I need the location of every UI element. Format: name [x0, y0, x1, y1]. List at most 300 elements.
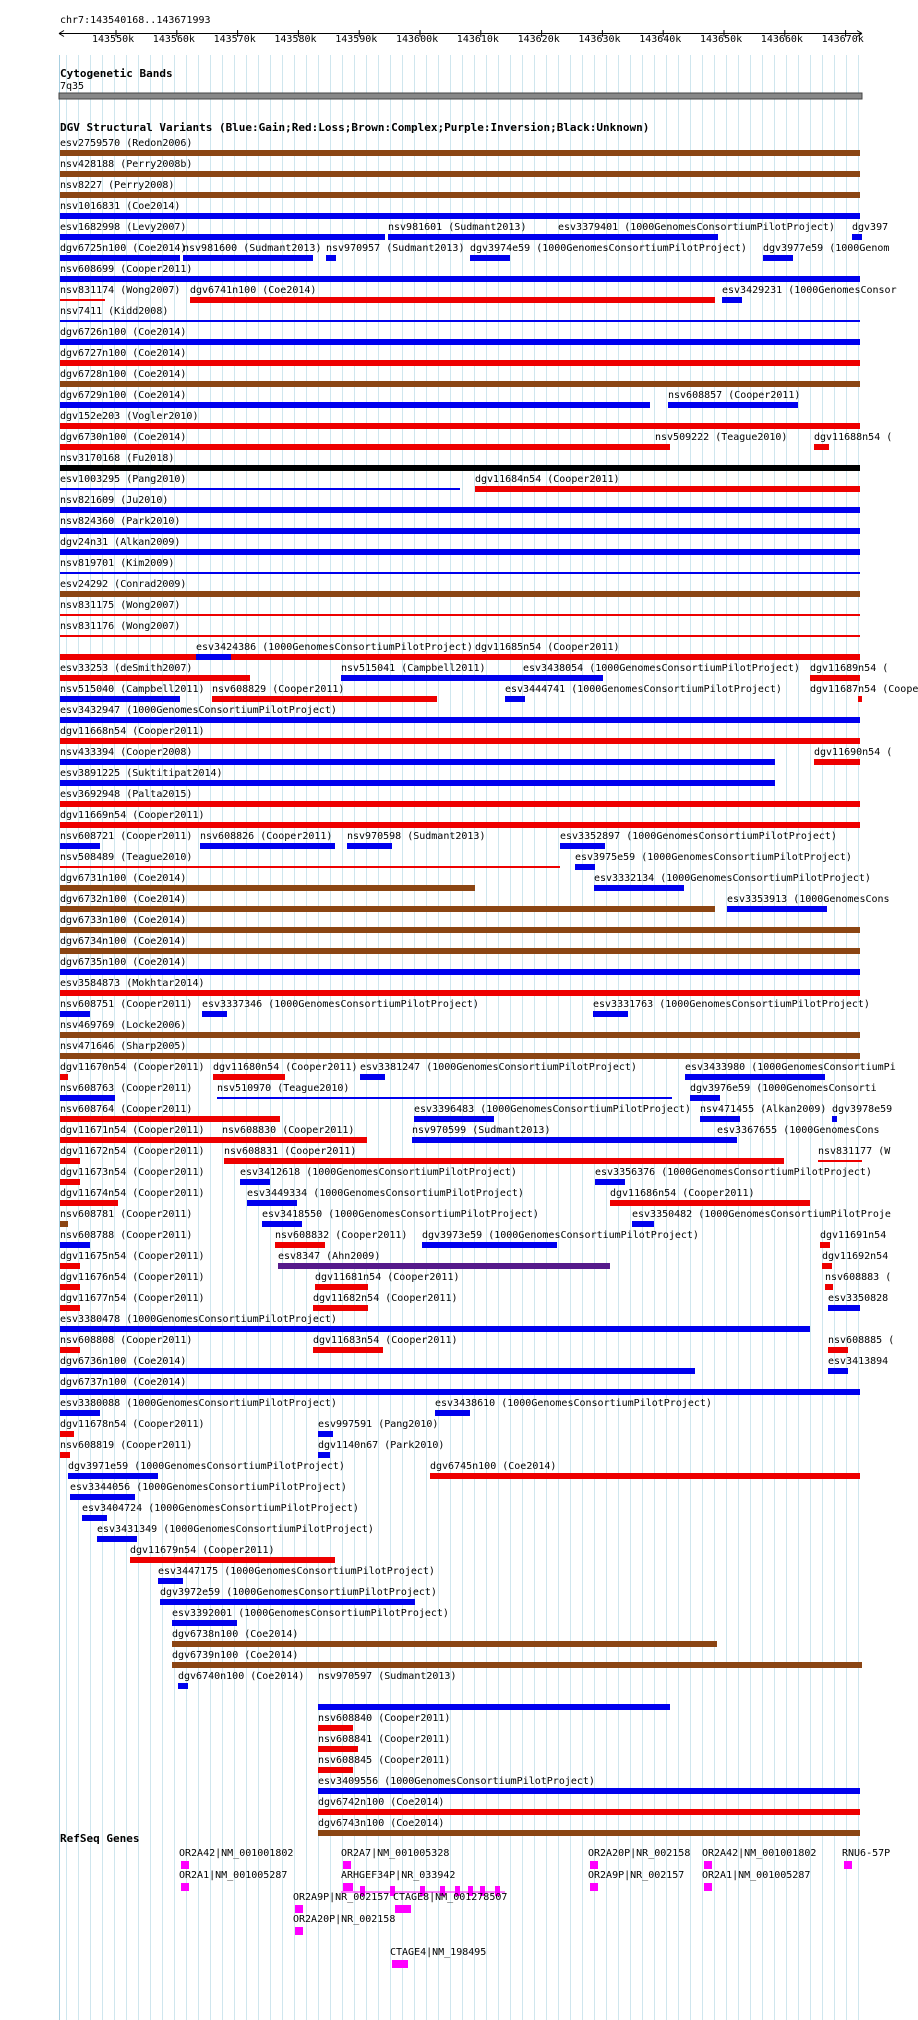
dgv-variant-bar: [60, 1284, 80, 1290]
dgv-variant-label[interactable]: esv3380478 (1000GenomesConsortiumPilotProject): [60, 1314, 337, 1325]
dgv-variant-bar: [822, 1263, 832, 1269]
refseq-gene-exon: [704, 1883, 712, 1891]
dgv-variant-label[interactable]: esv3344056 (1000GenomesConsortiumPilotProject): [70, 1482, 347, 1493]
dgv-variant-bar: [594, 885, 684, 891]
dgv-variant-label[interactable]: nsv831177 (W: [818, 1146, 891, 1157]
dgv-variant-label[interactable]: dgv6733n100 (Coe2014): [60, 915, 187, 926]
dgv-variant-label[interactable]: dgv6745n100 (Coe2014): [430, 1461, 557, 1472]
dgv-variant-bar: [60, 1263, 80, 1269]
dgv-variant-bar: [318, 1431, 333, 1437]
dgv-variant-bar: [60, 866, 560, 868]
dgv-variant-label[interactable]: dgv11672n54 (Cooper2011): [60, 1146, 205, 1157]
dgv-variant-label[interactable]: dgv6741n100 (Coe2014): [190, 285, 317, 296]
dgv-variant-label[interactable]: dgv11669n54 (Cooper2011): [60, 810, 205, 821]
dgv-variant-label[interactable]: dgv6743n100 (Coe2014): [318, 1818, 445, 1829]
dgv-variant-label[interactable]: nsv831174 (Wong2007): [60, 285, 181, 296]
dgv-variant-bar: [60, 717, 860, 723]
dgv-variant-bar: [313, 1347, 383, 1353]
refseq-gene-label[interactable]: CTAGE8|NM_001278507: [393, 1892, 508, 1903]
dgv-variant-bar: [560, 843, 605, 849]
dgv-variant-label[interactable]: nsv3170168 (Fu2018): [60, 453, 175, 464]
dgv-variant-bar: [82, 1515, 107, 1521]
ruler-tick-label: 143650k: [700, 34, 743, 45]
dgv-variant-label[interactable]: esv3392001 (1000GenomesConsortiumPilotProject): [172, 1608, 449, 1619]
dgv-variant-label[interactable]: dgv11675n54 (Cooper2011): [60, 1251, 205, 1262]
dgv-variant-label[interactable]: esv3356376 (1000GenomesConsortiumPilotProject): [595, 1167, 872, 1178]
dgv-variant-label[interactable]: dgv6732n100 (Coe2014): [60, 894, 187, 905]
dgv-variant-bar: [60, 381, 860, 387]
refseq-gene-exon: [590, 1861, 598, 1869]
dgv-variant-label[interactable]: dgv3974e59 (1000GenomesConsortiumPilotProject): [470, 243, 747, 254]
dgv-variant-label[interactable]: esv24292 (Conrad2009): [60, 579, 187, 590]
dgv-variant-label[interactable]: dgv6730n100 (Coe2014): [60, 432, 187, 443]
dgv-variant-label[interactable]: esv3379401 (1000GenomesConsortiumPilotProject): [558, 222, 835, 233]
dgv-variant-bar: [575, 864, 595, 870]
dgv-variant-bar: [60, 192, 860, 198]
ruler-tick-label: 143580k: [274, 34, 317, 45]
dgv-variant-label[interactable]: nsv821609 (Ju2010): [60, 495, 169, 506]
dgv-variant-label[interactable]: dgv11680n54 (Cooper2011): [213, 1062, 358, 1073]
dgv-variant-label[interactable]: nsv981600 (Sudmant2013): [183, 243, 322, 254]
dgv-variant-label[interactable]: dgv11677n54 (Cooper2011): [60, 1293, 205, 1304]
dgv-variant-label[interactable]: nsv608819 (Cooper2011): [60, 1440, 193, 1451]
dgv-variant-label[interactable]: dgv11679n54 (Cooper2011): [130, 1545, 275, 1556]
dgv-variant-label[interactable]: nsv608830 (Cooper2011): [222, 1125, 355, 1136]
dgv-variant-bar: [60, 1431, 74, 1437]
dgv-variant-label[interactable]: dgv11688n54 (: [814, 432, 893, 443]
dgv-variant-label[interactable]: esv3381247 (1000GenomesConsortiumPilotProject): [360, 1062, 637, 1073]
dgv-variant-label[interactable]: dgv3973e59 (1000GenomesConsortiumPilotProject): [422, 1230, 699, 1241]
refseq-gene-label[interactable]: OR2A9P|NR_002157: [588, 1870, 685, 1881]
dgv-variant-label[interactable]: nsv608841 (Cooper2011): [318, 1734, 451, 1745]
refseq-gene-exon: [295, 1905, 303, 1913]
refseq-gene-label[interactable]: OR2A42|NM_001001802: [702, 1848, 817, 1859]
refseq-gene-exon: [392, 1960, 408, 1968]
dgv-variant-label[interactable]: dgv24n31 (Alkan2009): [60, 537, 181, 548]
dgv-variant-label[interactable]: dgv3977e59 (1000Genom: [763, 243, 890, 254]
refseq-gene-label[interactable]: CTAGE4|NM_198495: [390, 1947, 487, 1958]
dgv-variant-label[interactable]: nsv608832 (Cooper2011): [275, 1230, 408, 1241]
dgv-variant-label[interactable]: nsv608781 (Cooper2011): [60, 1209, 193, 1220]
dgv-variant-label[interactable]: esv3332134 (1000GenomesConsortiumPilotProject): [594, 873, 871, 884]
refseq-gene-label[interactable]: OR2A9P|NR_002157: [293, 1892, 390, 1903]
dgv-variant-bar: [60, 150, 860, 156]
dgv-variant-label[interactable]: esv3438610 (1000GenomesConsortiumPilotProject): [435, 1398, 712, 1409]
ruler-tick-label: 143590k: [335, 34, 378, 45]
dgv-variant-label[interactable]: dgv11686n54 (Cooper2011): [610, 1188, 755, 1199]
dgv-variant-label[interactable]: dgv11687n54 (Coope: [810, 684, 918, 695]
position-label: chr7:143540168..143671993: [60, 15, 211, 26]
dgv-variant-label[interactable]: nsv981601 (Sudmant2013): [388, 222, 527, 233]
dgv-variant-label[interactable]: dgv6738n100 (Coe2014): [172, 1629, 299, 1640]
dgv-variant-bar: [828, 1368, 848, 1374]
dgv-variant-bar: [60, 528, 860, 534]
ruler-tick-label: 143630k: [578, 34, 621, 45]
dgv-variant-bar: [224, 1158, 784, 1164]
dgv-variant-bar: [130, 1557, 335, 1563]
dgv-variant-bar: [414, 1116, 494, 1122]
dgv-variant-bar: [60, 738, 860, 744]
dgv-variant-label[interactable]: esv3433980 (1000GenomesConsortiumPi: [685, 1062, 896, 1073]
cytoband-bar: [59, 93, 862, 99]
dgv-variant-label[interactable]: nsv608840 (Cooper2011): [318, 1713, 451, 1724]
dgv-variant-label[interactable]: dgv3978e59: [832, 1104, 893, 1115]
dgv-variant-label[interactable]: nsv608831 (Cooper2011): [224, 1146, 357, 1157]
dgv-variant-bar: [412, 1137, 722, 1143]
refseq-gene-exon: [181, 1883, 189, 1891]
dgv-variant-bar: [60, 465, 860, 471]
dgv-variant-bar: [610, 1200, 810, 1206]
dgv-variant-label[interactable]: esv3429231 (1000GenomesConsor: [722, 285, 897, 296]
dgv-variant-label[interactable]: nsv515041 (Campbell2011): [341, 663, 486, 674]
dgv-variant-label[interactable]: nsv608699 (Cooper2011): [60, 264, 193, 275]
dgv-variant-label[interactable]: esv3404724 (1000GenomesConsortiumPilotProject): [82, 1503, 359, 1514]
dgv-variant-label[interactable]: esv3424386 (1000GenomesConsortiumPilotProject): [196, 642, 473, 653]
dgv-variant-label[interactable]: esv3367655 (1000GenomesCons: [717, 1125, 880, 1136]
dgv-variant-bar: [60, 234, 385, 240]
dgv-variant-bar: [326, 255, 336, 261]
refseq-gene-label[interactable]: OR2A7|NM_001005328: [341, 1848, 450, 1859]
dgv-variant-label[interactable]: nsv970598 (Sudmant2013): [347, 831, 486, 842]
dgv-variant-label[interactable]: nsv970597 (Sudmant2013): [318, 1671, 457, 1682]
dgv-variant-bar: [832, 1116, 837, 1122]
dgv-variant-bar: [60, 1347, 80, 1353]
dgv-variant-bar: [172, 1641, 717, 1647]
dgv-variant-bar: [318, 1746, 358, 1752]
dgv-variant-bar: [60, 969, 860, 975]
dgv-variant-label[interactable]: dgv11678n54 (Cooper2011): [60, 1419, 205, 1430]
dgv-variant-label[interactable]: dgv11670n54 (Cooper2011): [60, 1062, 205, 1073]
dgv-variant-label[interactable]: dgv11692n54: [822, 1251, 889, 1262]
dgv-variant-bar: [858, 696, 862, 702]
dgv-variant-label[interactable]: dgv11681n54 (Cooper2011): [315, 1272, 460, 1283]
dgv-variant-label[interactable]: dgv6728n100 (Coe2014): [60, 369, 187, 380]
dgv-variant-label[interactable]: dgv6729n100 (Coe2014): [60, 390, 187, 401]
dgv-variant-label[interactable]: nsv608857 (Cooper2011): [668, 390, 801, 401]
refseq-gene-label[interactable]: OR2A42|NM_001001802: [179, 1848, 294, 1859]
dgv-variant-label[interactable]: nsv509222 (Teague2010): [655, 432, 788, 443]
dgv-variant-bar: [97, 1536, 137, 1542]
dgv-variant-bar: [523, 675, 603, 681]
refseq-gene-exon: [181, 1861, 189, 1869]
dgv-variant-bar: [717, 1137, 737, 1143]
dgv-variant-label[interactable]: nsv608788 (Cooper2011): [60, 1230, 193, 1241]
dgv-variant-label[interactable]: dgv11682n54 (Cooper2011): [313, 1293, 458, 1304]
dgv-variant-bar: [318, 1788, 860, 1794]
dgv-variant-label[interactable]: nsv510970 (Teague2010): [217, 1083, 350, 1094]
dgv-variant-bar: [318, 1452, 330, 1458]
dgv-variant-label[interactable]: esv3412618 (1000GenomesConsortiumPilotProject): [240, 1167, 517, 1178]
dgv-variant-bar: [595, 1179, 625, 1185]
dgv-variant-bar: [60, 1011, 90, 1017]
dgv-variant-label[interactable]: esv3584873 (Mokhtar2014): [60, 978, 205, 989]
dgv-variant-label[interactable]: nsv608829 (Cooper2011): [212, 684, 345, 695]
dgv-variant-bar: [60, 1221, 68, 1227]
dgv-variant-label[interactable]: esv3431349 (1000GenomesConsortiumPilotProject): [97, 1524, 374, 1535]
dgv-variant-bar: [810, 675, 860, 681]
refseq-gene-label[interactable]: OR2A20P|NR_002158: [293, 1914, 396, 1925]
dgv-variant-bar: [818, 1160, 862, 1162]
dgv-variant-label[interactable]: esv3413894: [828, 1356, 889, 1367]
dgv-variant-bar: [318, 1809, 860, 1815]
dgv-variant-bar: [60, 1368, 695, 1374]
dgv-variant-bar: [814, 759, 860, 765]
dgv-variant-bar: [828, 1347, 848, 1353]
dgv-variant-bar: [183, 255, 313, 261]
dgv-variant-label[interactable]: nsv608721 (Cooper2011): [60, 831, 193, 842]
dgv-variant-label[interactable]: nsv469769 (Locke2006): [60, 1020, 187, 1031]
cyto-band-label: 7q35: [60, 81, 85, 92]
ruler-tick-label: 143640k: [639, 34, 682, 45]
dgv-variant-bar: [727, 906, 827, 912]
dgv-variant-bar: [278, 1263, 610, 1269]
ruler-tick-label: 143560k: [152, 34, 195, 45]
dgv-variant-label[interactable]: dgv11676n54 (Cooper2011): [60, 1272, 205, 1283]
dgv-variant-label[interactable]: esv3350482 (1000GenomesConsortiumPilotProje: [632, 1209, 891, 1220]
dgv-variant-bar: [70, 1494, 135, 1500]
dgv-variant-label[interactable]: nsv508489 (Teague2010): [60, 852, 193, 863]
dgv-variant-bar: [222, 1137, 367, 1143]
dgv-variant-bar: [60, 507, 860, 513]
dgv-variant-bar: [690, 1095, 720, 1101]
dgv-variant-label[interactable]: nsv831175 (Wong2007): [60, 600, 181, 611]
dgv-variant-label[interactable]: nsv970957 (Sudmant2013): [326, 243, 465, 254]
dgv-variant-bar: [60, 801, 860, 807]
dgv-variant-label[interactable]: dgv11685n54 (Cooper2011): [475, 642, 620, 653]
dgv-variant-bar: [60, 549, 860, 555]
dgv-variant-bar: [60, 488, 460, 490]
dgv-variant-label[interactable]: nsv608826 (Cooper2011): [200, 831, 333, 842]
ruler-tick-label: 143660k: [760, 34, 803, 45]
refseq-gene-exon: [395, 1905, 411, 1913]
dgv-variant-label[interactable]: esv3891225 (Suktitipat2014): [60, 768, 223, 779]
dgv-variant-bar: [60, 320, 860, 322]
dgv-variant-label[interactable]: dgv11690n54 (: [814, 747, 893, 758]
dgv-variant-label[interactable]: esv1003295 (Pang2010): [60, 474, 187, 485]
dgv-variant-bar: [60, 780, 775, 786]
dgv-variant-bar: [814, 444, 829, 450]
dgv-variant-bar: [200, 843, 335, 849]
dgv-variant-label[interactable]: esv3331763 (1000GenomesConsortiumPilotProject): [593, 999, 870, 1010]
dgv-variant-label[interactable]: nsv515040 (Campbell2011): [60, 684, 205, 695]
dgv-variant-bar: [313, 1305, 368, 1311]
dgv-variant-label[interactable]: esv3975e59 (1000GenomesConsortiumPilotProject): [575, 852, 852, 863]
dgv-variant-bar: [475, 486, 860, 492]
dgv-variant-label[interactable]: esv2759570 (Redon2006): [60, 138, 193, 149]
dgv-variant-label[interactable]: nsv608808 (Cooper2011): [60, 1335, 193, 1346]
dgv-variant-label[interactable]: dgv6727n100 (Coe2014): [60, 348, 187, 359]
dgv-variant-bar: [275, 1242, 325, 1248]
dgv-variant-label[interactable]: nsv608845 (Cooper2011): [318, 1755, 451, 1766]
refseq-track-title: RefSeq Genes: [60, 1832, 140, 1845]
refseq-gene-label[interactable]: OR2A1|NM_001005287: [702, 1870, 811, 1881]
refseq-gene-label[interactable]: ARHGEF34P|NR_033942: [341, 1870, 456, 1881]
dgv-variant-label[interactable]: nsv608883 (: [825, 1272, 892, 1283]
dgv-variant-label[interactable]: dgv11671n54 (Cooper2011): [60, 1125, 205, 1136]
dgv-variant-bar: [60, 255, 180, 261]
dgv-variant-label[interactable]: esv3692948 (Palta2015): [60, 789, 193, 800]
dgv-variant-bar: [60, 822, 860, 828]
dgv-variant-bar: [820, 1242, 830, 1248]
dgv-variant-label[interactable]: dgv6734n100 (Coe2014): [60, 936, 187, 947]
dgv-variant-bar: [430, 1473, 860, 1479]
ruler-tick-label: 143600k: [396, 34, 439, 45]
dgv-variant-bar: [60, 1326, 810, 1332]
dgv-variant-bar: [685, 1074, 825, 1080]
refseq-gene-exon: [844, 1861, 852, 1869]
dgv-variant-bar: [60, 948, 860, 954]
dgv-variant-bar: [632, 1221, 654, 1227]
dgv-variant-bar: [178, 1683, 188, 1689]
dgv-variant-bar: [318, 1767, 353, 1773]
dgv-variant-label[interactable]: esv3409556 (1000GenomesConsortiumPilotProject): [318, 1776, 595, 1787]
dgv-variant-label[interactable]: esv3352897 (1000GenomesConsortiumPilotProject): [560, 831, 837, 842]
dgv-variant-label[interactable]: esv3353913 (1000GenomesCons: [727, 894, 890, 905]
dgv-variant-label[interactable]: esv997591 (Pang2010): [318, 1419, 439, 1430]
dgv-variant-label[interactable]: nsv831176 (Wong2007): [60, 621, 181, 632]
dgv-variant-label[interactable]: esv33253 (deSmith2007): [60, 663, 193, 674]
dgv-variant-bar: [347, 843, 392, 849]
dgv-variant-bar: [60, 927, 860, 933]
dgv-variant-label[interactable]: dgv6735n100 (Coe2014): [60, 957, 187, 968]
dgv-variant-label[interactable]: nsv471455 (Alkan2009): [700, 1104, 827, 1115]
dgv-variant-label[interactable]: dgv6742n100 (Coe2014): [318, 1797, 445, 1808]
dgv-variant-label[interactable]: dgv11684n54 (Cooper2011): [475, 474, 620, 485]
dgv-variant-bar: [60, 1389, 860, 1395]
dgv-variant-bar: [60, 591, 860, 597]
dgv-variant-bar: [558, 234, 678, 240]
dgv-variant-label[interactable]: nsv824360 (Park2010): [60, 516, 181, 527]
dgv-variant-label[interactable]: nsv608885 (: [828, 1335, 895, 1346]
dgv-variant-label[interactable]: dgv6736n100 (Coe2014): [60, 1356, 187, 1367]
dgv-variant-label[interactable]: dgv6725n100 (Coe2014): [60, 243, 187, 254]
dgv-variant-label[interactable]: esv3444741 (1000GenomesConsortiumPilotProject): [505, 684, 782, 695]
dgv-variant-bar: [825, 1284, 833, 1290]
dgv-variant-bar: [722, 297, 742, 303]
dgv-variant-label[interactable]: esv8347 (Ahn2009): [278, 1251, 381, 1262]
dgv-variant-bar: [315, 1284, 368, 1290]
ruler-tick-label: 143550k: [92, 34, 135, 45]
dgv-variant-bar: [435, 1410, 470, 1416]
dgv-variant-bar: [213, 1074, 285, 1080]
dgv-variant-bar: [60, 635, 860, 637]
refseq-gene-label[interactable]: OR2A1|NM_001005287: [179, 1870, 288, 1881]
dgv-variant-bar: [470, 255, 510, 261]
dgv-variant-label[interactable]: nsv7411 (Kidd2008): [60, 306, 169, 317]
dgv-variant-label[interactable]: nsv608764 (Cooper2011): [60, 1104, 193, 1115]
dgv-variant-label[interactable]: dgv11683n54 (Cooper2011): [313, 1335, 458, 1346]
dgv-variant-bar: [60, 402, 650, 408]
dgv-variant-label[interactable]: dgv11674n54 (Cooper2011): [60, 1188, 205, 1199]
dgv-variant-bar: [247, 1200, 297, 1206]
dgv-variant-label[interactable]: nsv433394 (Cooper2008): [60, 747, 193, 758]
dgv-variant-bar: [318, 1725, 353, 1731]
dgv-variant-label[interactable]: dgv3976e59 (1000GenomesConsorti: [690, 1083, 877, 1094]
dgv-variant-bar: [60, 1179, 80, 1185]
dgv-variant-label[interactable]: esv3449334 (1000GenomesConsortiumPilotProject): [247, 1188, 524, 1199]
dgv-variant-bar: [60, 759, 775, 765]
dgv-variant-label[interactable]: nsv471646 (Sharp2005): [60, 1041, 187, 1052]
dgv-variant-bar: [158, 1578, 183, 1584]
dgv-variant-label[interactable]: esv3447175 (1000GenomesConsortiumPilotProject): [158, 1566, 435, 1577]
dgv-variant-bar: [852, 234, 862, 240]
dgv-variant-bar: [60, 1095, 115, 1101]
dgv-variant-bar: [475, 654, 860, 660]
dgv-variant-bar: [240, 1179, 270, 1185]
dgv-variant-label[interactable]: dgv11668n54 (Cooper2011): [60, 726, 205, 737]
dgv-variant-bar: [60, 572, 860, 574]
dgv-variant-bar: [60, 1053, 860, 1059]
dgv-variant-bar: [60, 885, 475, 891]
dgv-variant-bar: [196, 654, 231, 660]
refseq-gene-exon: [343, 1883, 353, 1891]
dgv-variant-label[interactable]: esv3432947 (1000GenomesConsortiumPilotProject): [60, 705, 337, 716]
refseq-gene-label[interactable]: RNU6-57P: [842, 1848, 891, 1859]
dgv-variant-label[interactable]: nsv8227 (Perry2008): [60, 180, 175, 191]
dgv-variant-label[interactable]: dgv6731n100 (Coe2014): [60, 873, 187, 884]
dgv-variant-label[interactable]: esv3418550 (1000GenomesConsortiumPilotProject): [262, 1209, 539, 1220]
dgv-variant-bar: [60, 339, 860, 345]
dgv-variant-bar: [422, 1242, 557, 1248]
ruler-tick-label: 143620k: [517, 34, 560, 45]
dgv-variant-label[interactable]: esv3380088 (1000GenomesConsortiumPilotProject): [60, 1398, 337, 1409]
dgv-variant-bar: [172, 1662, 862, 1668]
dgv-variant-label[interactable]: dgv11691n54: [820, 1230, 887, 1241]
dgv-variant-label[interactable]: nsv1016831 (Coe2014): [60, 201, 181, 212]
dgv-variant-bar: [190, 297, 715, 303]
ruler-tick-label: 143670k: [821, 34, 864, 45]
dgv-variant-bar: [212, 696, 437, 702]
dgv-variant-label[interactable]: nsv970599 (Sudmant2013): [412, 1125, 551, 1136]
dgv-variant-label[interactable]: dgv6737n100 (Coe2014): [60, 1377, 187, 1388]
dgv-variant-label[interactable]: esv3438054 (1000GenomesConsortiumPilotProject): [523, 663, 800, 674]
dgv-variant-label[interactable]: nsv428188 (Perry2008b): [60, 159, 193, 170]
dgv-variant-label[interactable]: dgv6740n100 (Coe2014): [178, 1671, 305, 1682]
dgv-variant-bar: [60, 1116, 280, 1122]
dgv-variant-label[interactable]: dgv3972e59 (1000GenomesConsortiumPilotProject): [160, 1587, 437, 1598]
dgv-variant-label[interactable]: esv1682998 (Levy2007): [60, 222, 187, 233]
dgv-variant-label[interactable]: dgv6726n100 (Coe2014): [60, 327, 187, 338]
dgv-variant-label[interactable]: dgv3971e59 (1000GenomesConsortiumPilotProject): [68, 1461, 345, 1472]
dgv-variant-label[interactable]: nsv608763 (Cooper2011): [60, 1083, 193, 1094]
dgv-variant-bar: [60, 990, 860, 996]
dgv-variant-bar: [763, 255, 793, 261]
dgv-variant-label[interactable]: dgv11689n54 (: [810, 663, 889, 674]
dgv-variant-label[interactable]: esv3350828: [828, 1293, 889, 1304]
ruler-tick-label: 143570k: [213, 34, 256, 45]
dgv-variant-bar: [60, 675, 250, 681]
dgv-variant-bar: [360, 1074, 385, 1080]
dgv-variant-label[interactable]: dgv6739n100 (Coe2014): [172, 1650, 299, 1661]
dgv-variant-label[interactable]: esv3337346 (1000GenomesConsortiumPilotProject): [202, 999, 479, 1010]
dgv-variant-label[interactable]: esv3396483 (1000GenomesConsortiumPilotProject): [414, 1104, 691, 1115]
dgv-variant-bar: [60, 1410, 100, 1416]
dgv-variant-label[interactable]: dgv152e203 (Vogler2010): [60, 411, 199, 422]
refseq-gene-label[interactable]: OR2A20P|NR_002158: [588, 1848, 691, 1859]
dgv-variant-label[interactable]: nsv608751 (Cooper2011): [60, 999, 193, 1010]
dgv-variant-bar: [60, 1452, 70, 1458]
dgv-variant-label[interactable]: dgv397: [852, 222, 889, 233]
dgv-variant-bar: [60, 696, 180, 702]
dgv-variant-bar: [172, 1620, 237, 1626]
dgv-variant-bar: [60, 1242, 90, 1248]
dgv-variant-label[interactable]: dgv11673n54 (Cooper2011): [60, 1167, 205, 1178]
dgv-variant-bar: [60, 614, 860, 616]
dgv-variant-label[interactable]: dgv1140n67 (Park2010): [318, 1440, 445, 1451]
dgv-variant-bar: [668, 402, 798, 408]
dgv-variant-label[interactable]: nsv819701 (Kim2009): [60, 558, 175, 569]
dgv-variant-bar: [60, 1305, 80, 1311]
